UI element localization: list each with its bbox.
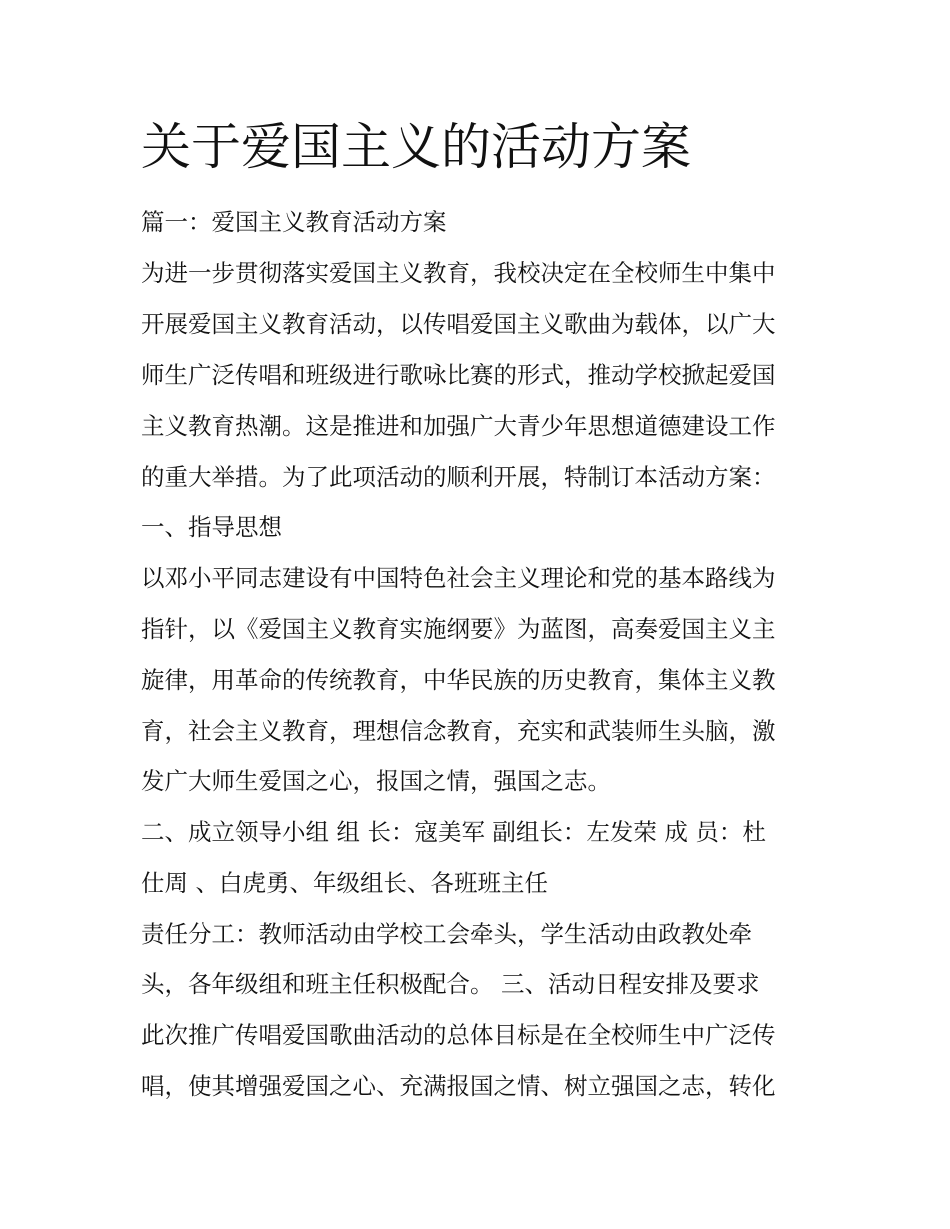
document-title: 关于爱国主义的活动方案 <box>141 118 691 176</box>
paragraph-line: 以邓小平同志建设有中国特色社会主义理论和党的基本路线为 <box>141 564 776 592</box>
paragraph-line: 的重大举措。为了此项活动的顺利开展，特制订本活动方案： <box>141 463 776 491</box>
paragraph-line: 唱，使其增强爱国之心、充满报国之情、树立强国之志，转化 <box>141 1072 776 1100</box>
section-heading: 一、指导思想 <box>141 513 282 541</box>
paragraph-line: 头，各年级组和班主任积极配合。 三、活动日程安排及要求 <box>141 970 760 998</box>
paragraph-line: 师生广泛传唱和班级进行歌咏比赛的形式，推动学校掀起爱国 <box>141 361 776 389</box>
paragraph-line: 育，社会主义教育，理想信念教育，充实和武装师生头脑，激 <box>141 717 776 745</box>
paragraph-line: 主义教育热潮。这是推进和加强广大青少年思想道德建设工作 <box>141 412 776 440</box>
section-heading: 二、成立领导小组 组 长：寇美军 副组长：左发荣 成 员：杜 <box>141 818 766 846</box>
paragraph-line: 责任分工：教师活动由学校工会牵头，学生活动由政教处牵 <box>141 920 752 948</box>
paragraph-line: 仕周 、白虎勇、年级组长、各班班主任 <box>141 869 548 897</box>
paragraph-line: 指针，以《爱国主义教育实施纲要》为蓝图，高奏爱国主义主 <box>141 615 776 643</box>
paragraph-line: 此次推广传唱爱国歌曲活动的总体目标是在全校师生中广泛传 <box>141 1021 776 1049</box>
paragraph-line: 发广大师生爱国之心，报国之情，强国之志。 <box>141 767 611 795</box>
paragraph-line: 开展爱国主义教育活动，以传唱爱国主义歌曲为载体，以广大 <box>141 310 776 338</box>
section-heading: 篇一：爱国主义教育活动方案 <box>141 208 447 236</box>
paragraph-line: 旋律，用革命的传统教育，中华民族的历史教育，集体主义教 <box>141 666 776 694</box>
paragraph-line: 为进一步贯彻落实爱国主义教育，我校决定在全校师生中集中 <box>141 259 776 287</box>
